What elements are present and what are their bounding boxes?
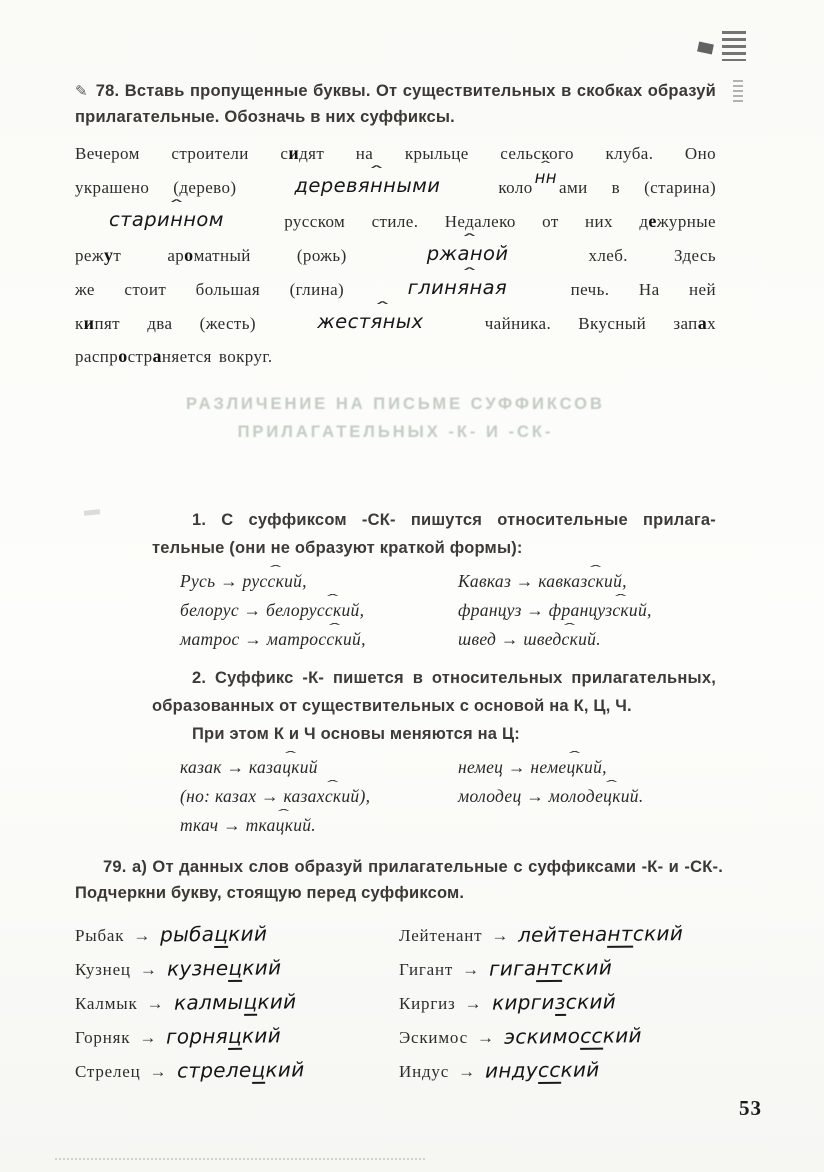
printed-text: ий, (342, 629, 366, 649)
inserted-letter: и (83, 313, 95, 333)
exercise-78-title-line2: прилагательные. Обозначь в них суффиксы. (75, 108, 455, 126)
handwritten-text: ая (482, 276, 508, 299)
handwritten-answer (504, 1019, 642, 1053)
printed-text: Кавказ → кавказ (458, 571, 588, 591)
arrow-icon: → (133, 926, 151, 945)
arrow-icon: → (458, 1062, 476, 1081)
word-row (399, 952, 723, 986)
handwritten-text: ˆ ян (370, 310, 395, 333)
example-row (458, 567, 716, 596)
faded-heading-line1: РАЗЛИЧЕНИЕ НА ПИСЬМЕ СУФФИКСОВ (186, 395, 605, 413)
printed-text: коло (474, 178, 533, 197)
printed-text: рыба (160, 921, 215, 947)
suffix-marked-text: ˆ цк (276, 815, 294, 835)
example-row (458, 782, 716, 811)
handwritten-text: ˆ ан (457, 242, 483, 265)
text-line (75, 340, 716, 373)
example-row (180, 782, 434, 811)
suffix-marked-text: ˆ ск (325, 600, 342, 620)
printed-text: ий, (584, 757, 607, 777)
printed-text: француз → француз (458, 600, 613, 620)
printed-text: ий. (620, 786, 644, 806)
printed-text: казак → каза (180, 757, 283, 777)
underlined-letters: ц (228, 1023, 243, 1048)
inserted-letter: е (648, 211, 657, 231)
printed-text: ский (633, 921, 684, 946)
printed-text: горня (166, 1023, 229, 1049)
handwritten-text: ˆ нн (535, 168, 557, 187)
arrow-icon: → (149, 1062, 167, 1081)
handwritten-answer (518, 917, 683, 952)
source-word: Стрелец (75, 1062, 141, 1081)
printed-text: Вечером строители с (75, 144, 289, 163)
underlined-letters: сс (580, 1023, 603, 1048)
examples-left-column (152, 567, 434, 654)
printed-text: русском стиле. Недалеко от них д (257, 212, 649, 231)
printed-text: эскимо (503, 1023, 581, 1049)
handwritten-text: рж (426, 242, 458, 265)
printed-text: молодец → молоде (458, 786, 604, 806)
printed-text: украшено (дерево) (75, 178, 261, 197)
example-row (180, 753, 434, 782)
printed-text: кий (602, 1023, 642, 1048)
exercise-78 (75, 78, 716, 373)
source-word: Рыбак (75, 926, 125, 945)
faded-section-heading (75, 390, 716, 446)
printed-text: лейтена (518, 921, 609, 947)
underlined-letters: ц (250, 1057, 266, 1082)
printed-text: кирги (491, 989, 555, 1015)
page-number: 53 (739, 1096, 762, 1120)
printed-text: ий), (341, 786, 371, 806)
example-row (458, 753, 716, 782)
scan-artifact-left (84, 509, 100, 516)
handwritten-answer (491, 985, 615, 1019)
inserted-letter: о (184, 245, 194, 265)
handwritten-text: жест (317, 310, 371, 333)
spacer (393, 260, 427, 261)
underlined-letters: ц (228, 955, 243, 980)
handwritten-answer (166, 1019, 281, 1053)
printed-text: печь. На ней (541, 280, 716, 299)
scan-artifact (722, 31, 746, 61)
suffix-marked-text: ˆ цк (567, 757, 585, 777)
printed-text: журные (656, 212, 716, 231)
text-line (75, 306, 716, 340)
source-word: Индус (399, 1062, 450, 1081)
inserted-letter: и (288, 143, 300, 163)
arrow-icon: → (464, 994, 482, 1013)
handwritten-answer (485, 1053, 600, 1087)
handwritten-text: ыми (396, 174, 441, 197)
source-word: Гигант (399, 960, 454, 979)
printed-text: дят на крыльце сельского клуба. Оно (299, 144, 716, 163)
inserted-letter: у (104, 245, 114, 265)
inserted-letter: а (697, 313, 708, 333)
arrow-icon: → (139, 960, 157, 979)
word-row (75, 918, 399, 952)
printed-text: реж (75, 246, 104, 265)
printed-text: пят два (жесть) (94, 314, 284, 333)
pencil-marker-icon: ✎ (75, 82, 88, 100)
printed-text: кий (242, 955, 282, 980)
underlined-letters: з (554, 989, 566, 1014)
word-row (399, 918, 723, 952)
exercise-78-title-text: 78. Вставь пропущенные буквы. От существительных в скобках образуй (95, 82, 716, 100)
printed-text: кузне (166, 955, 229, 981)
rule-1-examples (152, 567, 716, 654)
exercise-79-title-line1: 79. а) От данных слов образуй прилагательные с суффиксами -К- и -СК-. (103, 858, 723, 876)
handwritten-text: стар (109, 208, 158, 231)
printed-text: гига (488, 956, 537, 981)
source-word: Горняк (75, 1028, 131, 1047)
spacer (283, 328, 317, 329)
example-row (180, 596, 434, 625)
underlined-letters: нт (536, 955, 563, 981)
text-line (75, 204, 716, 238)
printed-text: швед → швед (458, 629, 562, 649)
printed-text: ский (561, 955, 613, 980)
printed-text: ский (565, 989, 616, 1014)
printed-text: матрос → матрос (180, 629, 327, 649)
text-line (75, 137, 716, 170)
spacer (508, 260, 542, 261)
printed-text: кий (264, 1057, 305, 1082)
spacer (440, 192, 474, 193)
source-word: Киргиз (399, 994, 456, 1013)
word-row (75, 952, 399, 986)
text-line (75, 272, 716, 306)
word-row (399, 1020, 723, 1054)
printed-text: Русь → рус (180, 571, 268, 591)
word-list-right-column (399, 918, 723, 1088)
printed-text: чайника. Вкусный зап (457, 314, 698, 333)
word-row (399, 986, 723, 1020)
exercise-79 (75, 854, 723, 1088)
faded-heading-line2: ПРИЛАГАТЕЛЬНЫХ -К- И -СК- (237, 423, 554, 441)
suffix-marked-text: ˆ ск (612, 600, 629, 620)
printed-text: хлеб. Здесь (542, 246, 716, 265)
printed-text: кий (560, 1057, 600, 1082)
example-row (180, 811, 434, 840)
spacer (374, 294, 408, 295)
printed-text: стреле (176, 1057, 252, 1083)
rules-block (152, 506, 716, 850)
suffix-marked-text: ˆ ск (562, 629, 579, 649)
printed-text: распр (75, 347, 119, 366)
source-word: Кузнец (75, 960, 131, 979)
handwritten-text: ˆ ян (457, 276, 482, 299)
spacer (75, 226, 109, 227)
spacer (507, 294, 541, 295)
inserted-letter: о (118, 346, 128, 366)
word-list-left-column (75, 918, 399, 1088)
suffix-marked-text: ˆ ск (326, 629, 343, 649)
suffix-marked-text: ˆ цк (603, 786, 621, 806)
handwritten-text: ˆ инн (157, 208, 196, 231)
printed-text: ткач → тка (180, 815, 276, 835)
exercise-78-text (75, 137, 716, 373)
underlined-letters: ц (214, 921, 229, 946)
printed-text: т ар (113, 246, 185, 265)
arrow-icon: → (462, 960, 480, 979)
underlined-letters: нт (607, 921, 634, 946)
handwritten-text: ых (395, 310, 424, 333)
printed-text: ий. (578, 629, 601, 649)
handwritten-answer (167, 951, 282, 985)
rule-2-line3: При этом К и Ч основы меняются на Ц: (192, 725, 520, 743)
printed-text: кий (242, 1023, 282, 1048)
text-line (75, 238, 716, 272)
scan-artifact-margin (733, 80, 743, 102)
exercise-79-word-list (75, 918, 723, 1088)
printed-text: белорус → белорус (180, 600, 325, 620)
printed-text: (но: казах → казах (180, 786, 325, 806)
printed-text: ий. (293, 815, 316, 835)
spacer (261, 192, 295, 193)
arrow-icon: → (476, 1028, 494, 1047)
suffix-marked-text: ˆ цк (282, 757, 300, 777)
arrow-icon: → (139, 1028, 157, 1047)
example-row (458, 596, 716, 625)
spacer (423, 328, 457, 329)
printed-text: ий (299, 757, 318, 777)
printed-text: кий (228, 921, 268, 946)
example-row (458, 625, 716, 654)
rule-1-line2: тельные (они не образуют краткой формы): (152, 539, 523, 557)
exercise-78-title-line1 (75, 78, 716, 104)
printed-text: к (75, 314, 84, 333)
handwritten-answer (489, 951, 612, 985)
handwritten-text: глин (407, 276, 458, 299)
arrow-icon: → (146, 994, 164, 1013)
suffix-marked-text: ˆ ск (325, 786, 342, 806)
rule-2-examples (152, 753, 716, 840)
printed-text: ий, (341, 600, 365, 620)
exercise-79-title-line2: Подчеркни букву, стоящую перед суффиксом. (75, 884, 465, 902)
arrow-icon: → (491, 926, 509, 945)
word-row (75, 986, 399, 1020)
scan-artifact (697, 42, 714, 55)
rule-2-line1: 2. Суффикс -К- пишется в относительных прилагательных, (192, 669, 716, 687)
scan-artifact-corner (694, 30, 746, 62)
handwritten-answer (173, 985, 296, 1019)
examples-right-column (434, 567, 716, 654)
handwritten-text: дерев (294, 174, 358, 197)
source-word: Калмык (75, 994, 138, 1013)
printed-text: ий, (284, 571, 307, 591)
source-word: Эскимос (399, 1028, 468, 1047)
printed-text: же стоит большая (глина) (75, 280, 374, 299)
printed-text: х (707, 314, 716, 333)
handwritten-text: ом (196, 208, 224, 231)
printed-text: матный (рожь) (193, 246, 393, 265)
rule-2-line2: образованных от существительных с основой на К, Ц, Ч. (152, 697, 632, 715)
printed-text: стр (127, 347, 153, 366)
printed-text: немец → неме (458, 757, 567, 777)
printed-text: ий, (604, 571, 627, 591)
example-row (180, 625, 434, 654)
examples-left-column (152, 753, 434, 840)
underlined-letters: сс (537, 1057, 561, 1083)
word-row (75, 1020, 399, 1054)
underlined-letters: ц (242, 989, 258, 1014)
printed-text: ий, (628, 600, 652, 620)
printed-text: кий (256, 989, 297, 1014)
printed-text: ами в (старина) (559, 178, 717, 197)
handwritten-answer (176, 1053, 304, 1087)
source-word: Лейтенант (399, 926, 483, 945)
word-row (399, 1054, 723, 1088)
printed-text: няется вокруг. (161, 347, 273, 366)
example-row (180, 567, 434, 596)
handwritten-answer (160, 917, 268, 951)
handwritten-text: ой (482, 242, 509, 265)
scan-artifact-bottom (55, 1158, 425, 1160)
printed-text: инду (484, 1058, 539, 1083)
handwritten-text: ˆ янн (358, 174, 396, 197)
rule-1-line1: 1. С суффиксом -СК- пишутся относительные прилага- (192, 511, 716, 529)
word-row (75, 1054, 399, 1088)
spacer (224, 226, 258, 227)
inserted-letter: а (152, 346, 162, 366)
suffix-marked-text: ˆ ск (587, 571, 604, 591)
suffix-marked-text: ˆ ск (268, 571, 285, 591)
examples-right-column (434, 753, 716, 840)
printed-text: калмы (173, 989, 244, 1015)
